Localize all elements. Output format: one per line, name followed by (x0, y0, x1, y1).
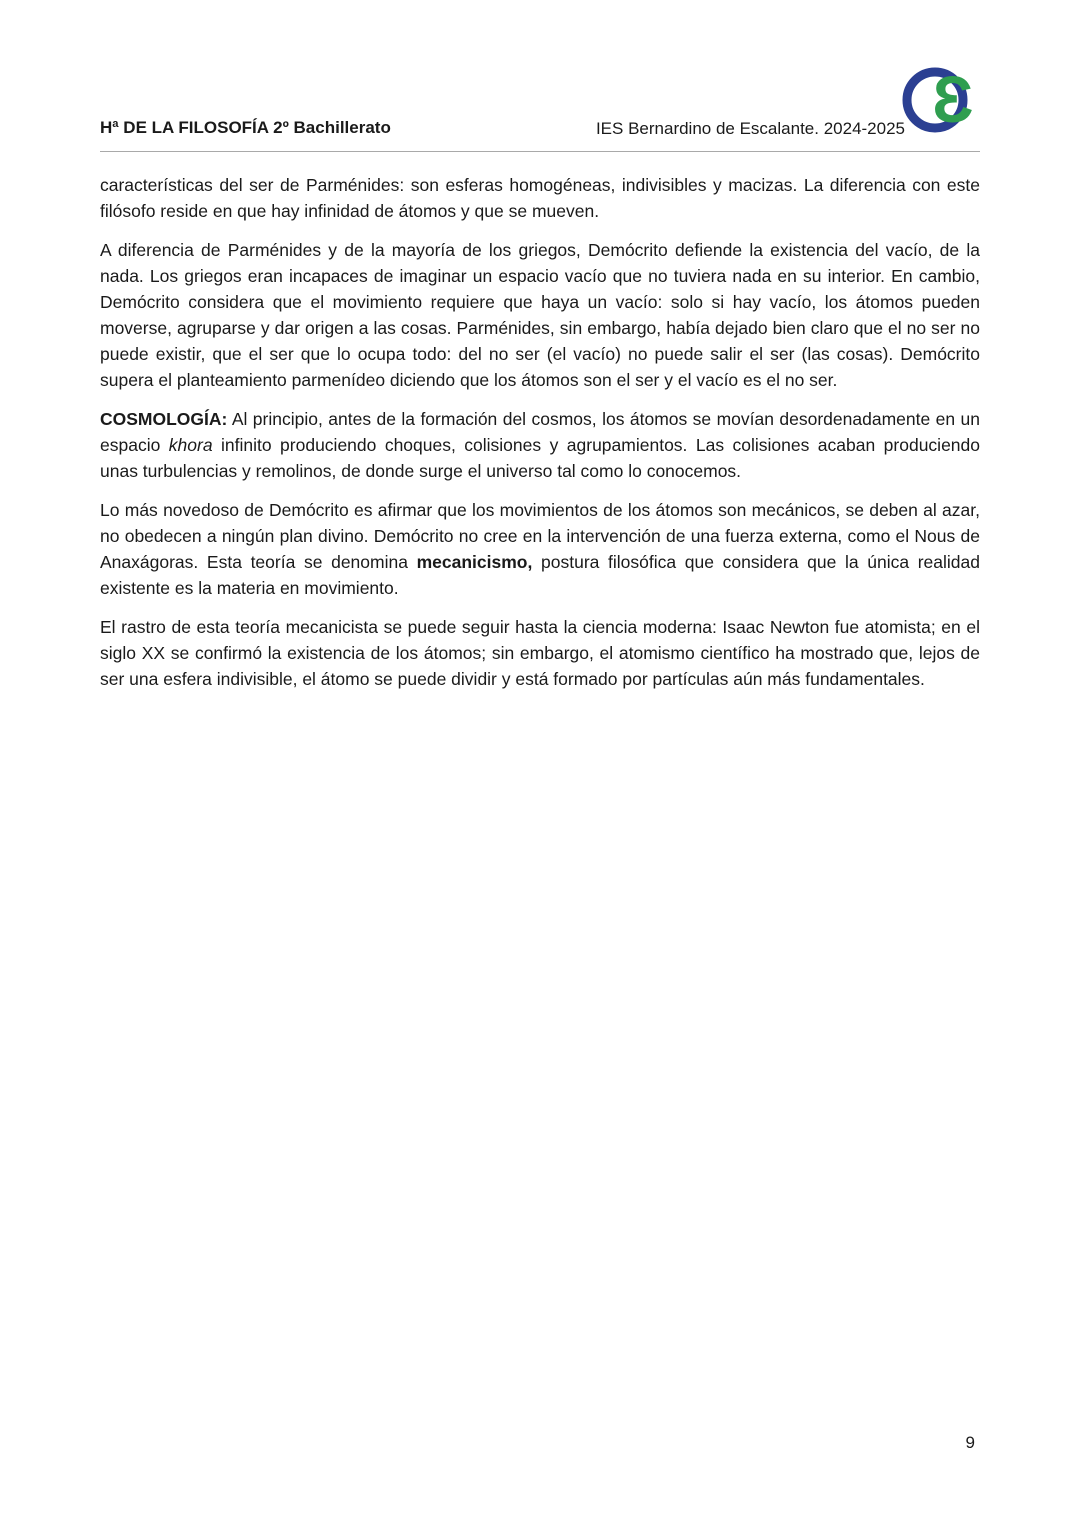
header-school-name: IES Bernardino de Escalante. 2024-2025 (595, 119, 905, 138)
school-logo-icon (902, 58, 982, 140)
paragraph (100, 237, 980, 393)
page-number: 9 (965, 1433, 975, 1452)
paragraph-mecanicismo (100, 497, 980, 601)
header-divider (100, 151, 980, 152)
text-run: postura filosófica que considera que la única realidad existente es la materia en movimiento. (100, 552, 980, 598)
logo-glyph: Ɛ (932, 62, 974, 136)
paragraph (100, 172, 980, 224)
paragraph-cosmologia (100, 406, 980, 484)
text-run: características del ser de Parménides: son esferas homogéneas, indivisibles y macizas. La diferencia con este filósofo reside en que hay infinidad de átomos y que se mueven. (100, 175, 980, 221)
paragraph (100, 614, 980, 692)
text-run: A diferencia de Parménides y de la mayoría de los griegos, Demócrito defiende la existencia del vacío, de la nada. Los griegos eran incapaces de imaginar un espacio vacío que no tuviera nada en su interior. En cambio, Demócrito considera que el movimiento requiere que haya un vacío: solo si hay vacío, los átomos pueden moverse, agruparse y dar origen a las cosas. Parménides, sin embargo, había dejado bien claro que el no ser no puede existir, que el ser que lo ocupa todo: del no ser (el vacío) no puede salir el ser (las cosas). Demócrito supera el planteamiento parmenídeo diciendo que los átomos son el ser y el vacío es el no ser. (100, 240, 980, 390)
bold-text-run: mecanicismo, (416, 552, 533, 572)
header-course-title: Hª DE LA FILOSOFÍA 2º Bachillerato (100, 118, 391, 137)
text-run: Al principio, antes de la formación del cosmos, los átomos se movían desordenadamente en un espacio (100, 409, 980, 455)
text-run: Lo más novedoso de Demócrito es afirmar que los movimientos de los átomos son mecánicos, se deben al azar, no obedecen a ningún plan divino. Demócrito no cree en la intervención de una fuerza externa, como el Nous de Anaxágoras. Esta teoría se denomina (100, 500, 980, 572)
italic-text-run: khora (168, 435, 213, 455)
text-run: infinito produciendo choques, colisiones y agrupamientos. Las colisiones acaban produciendo unas turbulencias y remolinos, de donde surge el universo tal como lo conocemos. (100, 435, 980, 481)
document-body (100, 172, 980, 705)
text-run: El rastro de esta teoría mecanicista se puede seguir hasta la ciencia moderna: Isaac Newton fue atomista; en el siglo XX se confirmó la existencia de los átomos; sin embargo, el atomismo científico ha mostrado que, lejos de ser una esfera indivisible, el átomo se puede dividir y está formado por partículas aún más fundamentales. (100, 617, 980, 689)
bold-text-run: COSMOLOGÍA: (100, 409, 228, 429)
